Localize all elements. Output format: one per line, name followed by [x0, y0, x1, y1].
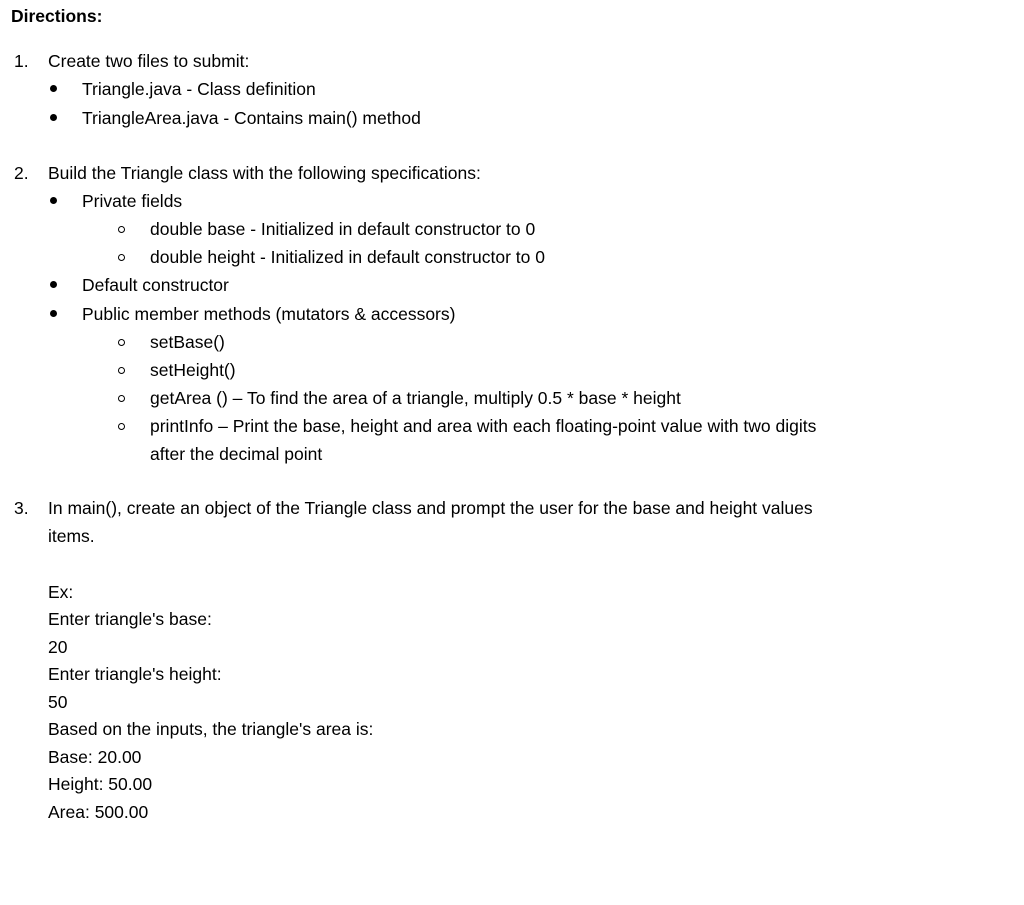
example-line: Area: 500.00 [48, 802, 149, 822]
sub-bullet-icon [118, 395, 125, 402]
example-line: Enter triangle's base: [48, 609, 212, 629]
example-line: 20 [48, 637, 68, 657]
methods-label: Public member methods (mutators & accessors) [82, 304, 456, 324]
private-fields-label: Private fields [82, 191, 183, 211]
field-base: double base - Initialized in default constructor to 0 [150, 219, 536, 239]
method-setbase: setBase() [150, 332, 225, 352]
step1-text: Create two files to submit: [48, 51, 250, 71]
step2-number: 2. [14, 163, 29, 183]
method-printinfo-continuation: after the decimal point [150, 444, 323, 464]
sub-bullet-icon [118, 423, 125, 430]
step1-number: 1. [14, 51, 29, 71]
bullet-icon [50, 310, 57, 317]
example-line: Enter triangle's height: [48, 664, 222, 684]
method-printinfo: printInfo – Print the base, height and area with each floating-point value with two digits [150, 416, 817, 436]
example-line: Based on the inputs, the triangle's area is: [48, 719, 374, 739]
example-line: Height: 50.00 [48, 774, 153, 794]
method-getarea: getArea () – To find the area of a triangle, multiply 0.5 * base * height [150, 388, 681, 408]
step2-text: Build the Triangle class with the following specifications: [48, 163, 481, 183]
bullet-icon [50, 281, 57, 288]
directions-heading: Directions: [11, 6, 103, 26]
bullet-icon [50, 114, 57, 121]
step1-bullet-1: Triangle.java - Class definition [82, 79, 316, 99]
example-line: 50 [48, 692, 68, 712]
bullet-icon [50, 85, 57, 92]
method-setheight: setHeight() [150, 360, 236, 380]
example-line: Base: 20.00 [48, 747, 142, 767]
sub-bullet-icon [118, 254, 125, 261]
sub-bullet-icon [118, 226, 125, 233]
step1-bullet-2: TriangleArea.java - Contains main() method [82, 108, 421, 128]
field-height: double height - Initialized in default constructor to 0 [150, 247, 545, 267]
step3-text: In main(), create an object of the Triangle class and prompt the user for the base and height values [48, 498, 813, 518]
sub-bullet-icon [118, 367, 125, 374]
example-label: Ex: [48, 582, 74, 602]
step3-number: 3. [14, 498, 29, 518]
sub-bullet-icon [118, 339, 125, 346]
default-constructor: Default constructor [82, 275, 229, 295]
bullet-icon [50, 197, 57, 204]
step3-text-continuation: items. [48, 526, 95, 546]
